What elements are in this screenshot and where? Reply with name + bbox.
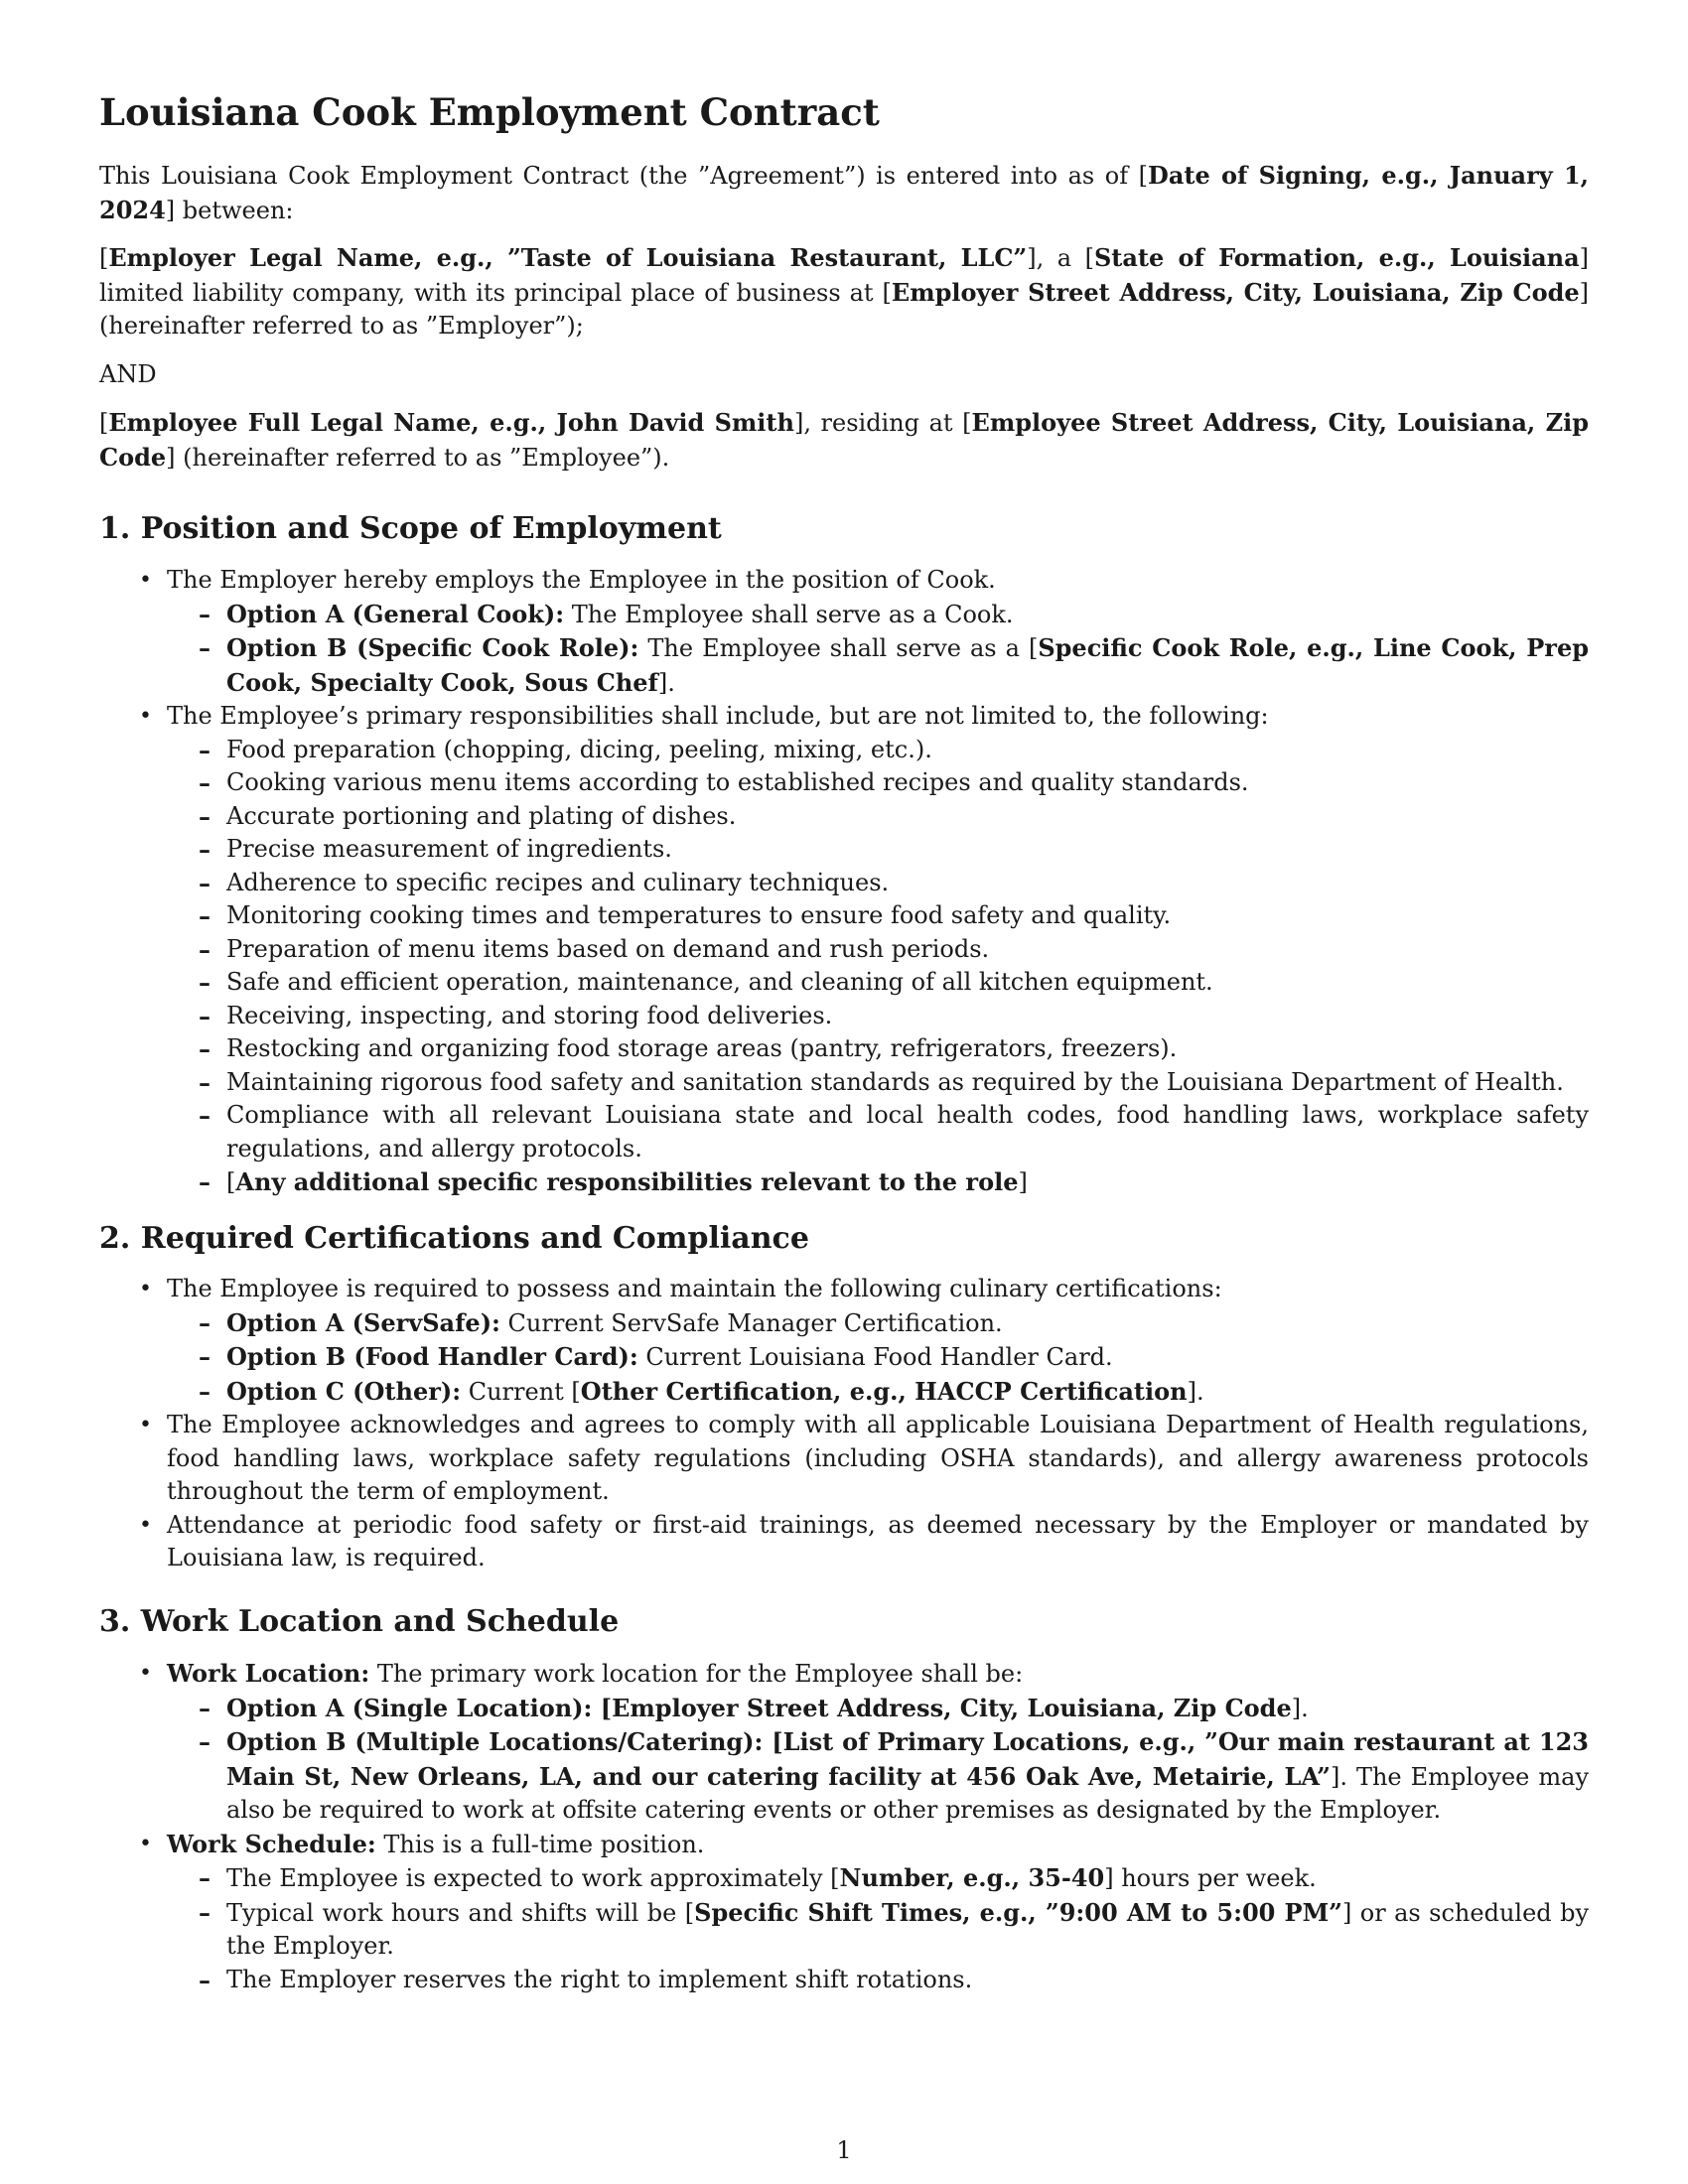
list-item — [167, 1725, 1589, 1828]
list-item-text: The primary work location for the Employee shall be: — [369, 1660, 1024, 1688]
section-3-heading: 3. Work Location and Schedule — [99, 1604, 620, 1639]
option-label: Option B (Specific Cook Role): — [226, 633, 639, 662]
hours-text-end: ] hours per week. — [1104, 1864, 1317, 1892]
hours-placeholder: Number, e.g., 35-40 — [839, 1863, 1105, 1892]
section-1-heading: 1. Position and Scope of Employment — [99, 511, 722, 546]
list-item — [167, 1861, 1589, 1896]
section-3-list — [99, 1657, 1589, 1996]
option-label: Option A (General Cook): — [226, 599, 565, 628]
duty-item: – Accurate portioning and plating of dishes. — [167, 800, 1589, 834]
work-location-label: Work Location: — [167, 1659, 370, 1688]
certification-placeholder: Other Certification, e.g., HACCP Certification — [580, 1376, 1188, 1406]
employer-text: ] limited liability company, with its principal place of business at [ — [99, 244, 1589, 307]
locations-list-placeholder: [List of Primary Locations, e.g., ”Our main restaurant at 123 Main St, New Orleans, LA, and our catering facility at 456 Oak Ave, Metairie, LA” — [226, 1727, 1589, 1791]
sublist — [167, 1306, 1589, 1410]
intro-paragraph — [99, 159, 1589, 227]
and-line: AND — [99, 360, 157, 388]
list-item — [167, 1896, 1589, 1964]
intro-text: This Louisiana Cook Employment Contract (the ”Agreement”) is entered into as of [ — [99, 162, 1149, 190]
shift-text-end: ] or as scheduled by the Employer. — [226, 1898, 1590, 1960]
option-label: Option B (Multiple Locations/Catering): — [226, 1727, 764, 1756]
shift-text: Typical work hours and shifts will be [ — [226, 1898, 695, 1927]
cook-role-placeholder: Specific Cook Role, e.g., Line Cook, Prep Cook, Specialty Cook, Sous Chef — [226, 633, 1589, 697]
list-item-text: The Employee’s primary responsibilities shall include, but are not limited to, the following: — [167, 702, 1269, 730]
duty-item: – Adherence to specific recipes and culinary techniques. — [167, 867, 1589, 900]
duty-item: – [Any additional specific responsibilities relevant to the role] — [167, 1165, 1589, 1200]
sublist — [167, 598, 1589, 701]
employer-text: ], a [ — [1027, 244, 1094, 272]
duty-item: – Maintaining rigorous food safety and sanitation standards as required by the Louisiana Department of Health. — [167, 1066, 1589, 1100]
list-item — [99, 1828, 1589, 1997]
employer-address-placeholder: Employer Street Address, City, Louisiana, Zip Code — [891, 277, 1580, 307]
duty-item: – Food preparation (chopping, dicing, peeling, mixing, etc.). — [167, 734, 1589, 767]
list-item — [99, 564, 1589, 700]
option-text: Current [ — [461, 1377, 581, 1406]
list-item-text: This is a full-time position. — [375, 1830, 705, 1858]
employee-address-placeholder: Employee Street Address, City, Louisiana, Zip Code — [99, 408, 1590, 472]
hours-text: The Employee is expected to work approximately [ — [226, 1864, 840, 1892]
option-label: Option B (Food Handler Card): — [226, 1342, 638, 1371]
list-item — [99, 1273, 1589, 1409]
list-item: • The Employee acknowledges and agrees to comply with all applicable Louisiana Department of Health regulations, food handling laws, workplace safety regulations (including OSHA standards), and allergy awareness protocols throughout the term of employment. — [99, 1409, 1589, 1509]
duties-sublist — [167, 734, 1589, 1200]
intro-text-end: ] between: — [165, 196, 294, 224]
option-text: The Employee shall serve as a Cook. — [564, 600, 1014, 628]
duty-item: – Receiving, inspecting, and storing food deliveries. — [167, 1000, 1589, 1033]
section-2-heading: 2. Required Certifications and Compliance — [99, 1221, 809, 1256]
list-item — [167, 1340, 1589, 1375]
duty-item: – Safe and efficient operation, maintenance, and cleaning of all kitchen equipment. — [167, 966, 1589, 1000]
list-item — [167, 1692, 1589, 1726]
list-item — [167, 1306, 1589, 1341]
employer-paragraph: [Employer Legal Name, e.g., ”Taste of Louisiana Restaurant, LLC”], a [State of Formation, e.g., Louisiana] limited liability company, with its principal place of business at [Employer Street Address, City, Louisiana, Zip Code] (hereinafter referred to as ”Employer”); — [99, 243, 1589, 340]
additional-duties-placeholder: Any additional specific responsibilities relevant to the role — [235, 1167, 1019, 1196]
state-placeholder: State of Formation, e.g., Louisiana — [1093, 243, 1580, 272]
work-schedule-label: Work Schedule: — [167, 1829, 376, 1858]
option-label: Option A (ServSafe): — [226, 1307, 500, 1337]
option-text: Current ServSafe Manager Certification. — [499, 1308, 1003, 1337]
employer-name-placeholder: Employer Legal Name, e.g., ”Taste of Louisiana Restaurant, LLC” — [108, 243, 1028, 272]
duty-item: – Preparation of menu items based on demand and rush periods. — [167, 933, 1589, 967]
employee-paragraph: [Employee Full Legal Name, e.g., John David Smith], residing at [Employee Street Address, City, Louisiana, Zip Code] (hereinafter referred to as ”Employee”). — [99, 408, 1590, 472]
document-page — [99, 0, 1589, 2184]
employee-text-end: ] (hereinafter referred to as ”Employee”). — [166, 443, 670, 472]
sublist — [167, 1861, 1589, 1996]
document-title: Louisiana Cook Employment Contract — [99, 90, 880, 134]
duty-item: – Restocking and organizing food storage areas (pantry, refrigerators, freezers). — [167, 1032, 1589, 1066]
employer-text-end: ] (hereinafter referred to as ”Employer”); — [99, 278, 1589, 340]
duty-item: – Cooking various menu items according to established recipes and quality standards. — [167, 766, 1589, 800]
location-placeholder: [Employer Street Address, City, Louisiana, Zip Code — [592, 1693, 1292, 1722]
sublist — [167, 1692, 1589, 1828]
section-2-list — [99, 1273, 1589, 1575]
duty-item: – Monitoring cooking times and temperatures to ensure food safety and quality. — [167, 899, 1589, 933]
list-item: • Attendance at periodic food safety or first-aid trainings, as deemed necessary by the Employer or mandated by Louisiana law, is required. — [99, 1509, 1589, 1575]
option-text: Current Louisiana Food Handler Card. — [637, 1343, 1113, 1371]
list-item — [167, 1375, 1589, 1410]
option-label: Option A (Single Location): — [226, 1693, 593, 1722]
list-item — [99, 700, 1589, 1200]
signing-date-placeholder: Date of Signing, e.g., January 1, 2024 — [99, 161, 1590, 224]
shift-times-placeholder: Specific Shift Times, e.g., ”9:00 AM to 5:00 PM” — [694, 1897, 1342, 1927]
list-item-text: The Employer hereby employs the Employee in the position of Cook. — [167, 566, 996, 594]
list-item — [167, 598, 1589, 632]
option-text: The Employee shall serve as a [ — [638, 634, 1039, 662]
duty-item: – Compliance with all relevant Louisiana state and local health codes, food handling laws, workplace safety regulations, and allergy protocols. — [167, 1099, 1589, 1165]
list-item-text: The Employee is required to possess and maintain the following culinary certifications: — [167, 1275, 1222, 1302]
option-text-end: ]. — [657, 668, 675, 697]
page-number: 1 — [836, 2136, 852, 2164]
option-text-end: ]. — [1187, 1377, 1204, 1406]
employee-name-placeholder: Employee Full Legal Name, e.g., John David Smith — [108, 408, 794, 437]
option-text-end: ]. — [1291, 1694, 1309, 1722]
list-item — [167, 631, 1589, 700]
list-item: – The Employer reserves the right to implement shift rotations. — [167, 1964, 1589, 1997]
list-item — [99, 1657, 1589, 1828]
employee-text: ], residing at [ — [793, 409, 972, 437]
option-text-end: ]. The Employee may also be required to work at offsite catering events or other premises as designated by the Employer. — [226, 1762, 1589, 1824]
duty-item: – Precise measurement of ingredients. — [167, 833, 1589, 867]
option-label: Option C (Other): — [226, 1376, 462, 1406]
section-1-list — [99, 564, 1589, 1200]
